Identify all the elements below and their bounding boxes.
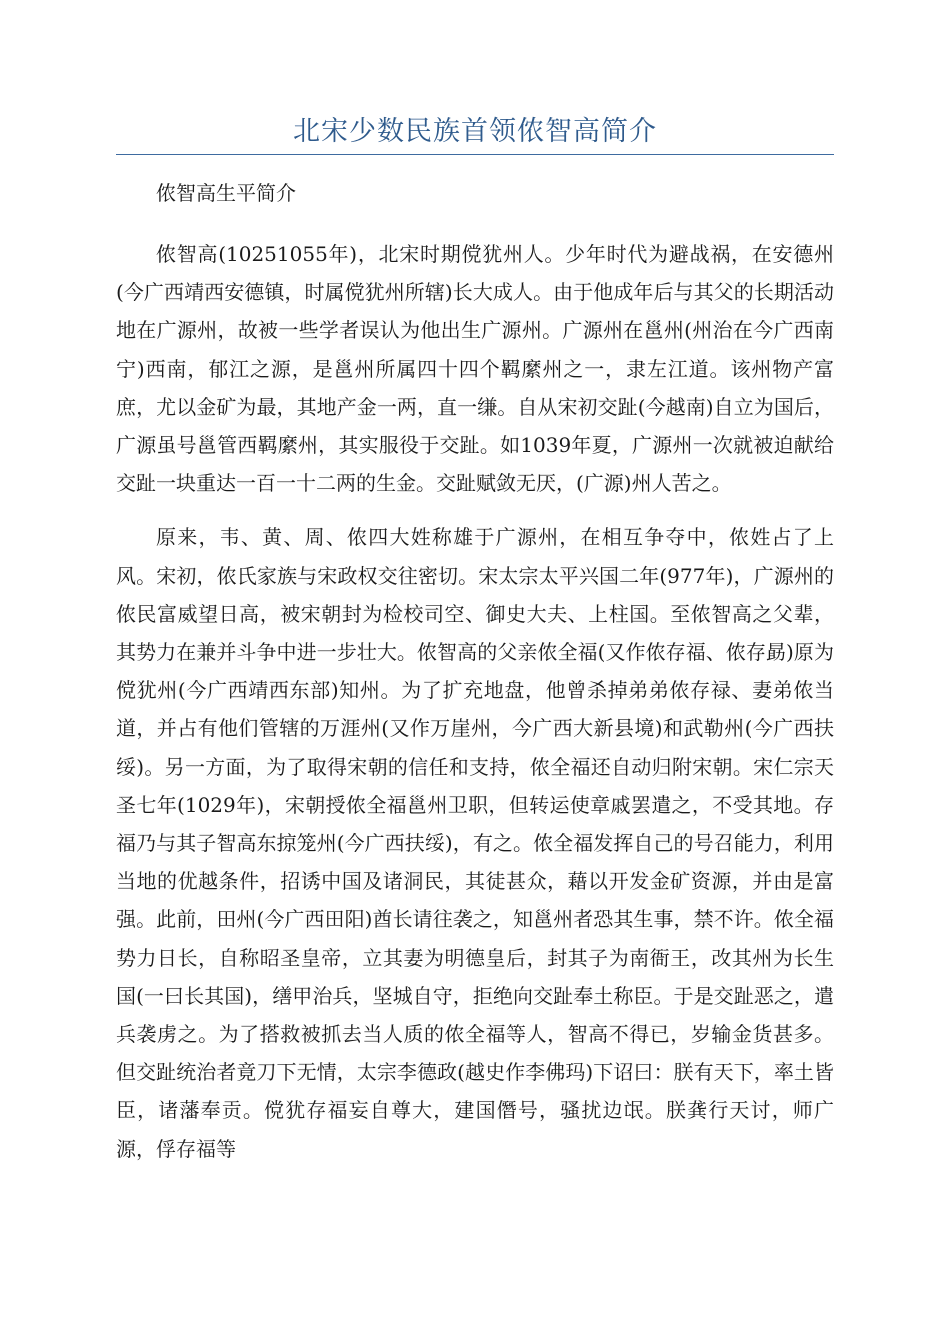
document-title: 北宋少数民族首领侬智高简介 — [293, 116, 657, 147]
paragraph-1: 侬智高(10251055年)，北宋时期傥犹州人。少年时代为避战祸，在安德州(今广西靖西安德镇，时属傥犹州所辖)长大成人。由于他成年后与其父的长期活动地在广源州，故被一些学者误认为他出生广源州。广源州在邕州(州治在今广西南宁)西南，郁江之源，是邕州所属四十四个羁縻州之一，隶左江道。该州物产富庶，尤以金矿为最，其地产金一两，直一缣。自从宋初交趾(今越南)自立为国后，广源虽号邕管西羁縻州，其实服役于交趾。如1039年夏，广源州一次就被迫献给交趾一块重达一百一十二两的生金。交趾赋敛无厌，(广源)州人苦之。 — [116, 242, 834, 496]
document-body — [116, 174, 834, 1184]
title-underline — [116, 154, 834, 155]
section-heading: 侬智高生平简介 — [156, 181, 296, 205]
paragraph-2: 原来，韦、黄、周、侬四大姓称雄于广源州，在相互争夺中，侬姓占了上风。宋初，侬氏家族与宋政权交往密切。宋太宗太平兴国二年(977年)，广源州的侬民富威望日高，被宋朝封为检校司空、御史大夫、上柱国。至侬智高之父辈，其势力在兼并斗争中进一步壮大。侬智高的父亲侬全福(又作侬存福、侬存勗)原为傥犹州(今广西靖西东部)知州。为了扩充地盘，他曾杀掉弟弟侬存禄、妻弟侬当道，并占有他们管辖的万涯州(又作万崖州，今广西大新县境)和武勒州(今广西扶绥)。另一方面，为了取得宋朝的信任和支持，侬全福还自动归附宋朝。宋仁宗天圣七年(1029年)，宋朝授侬全福邕州卫职，但转运使章戚罢遣之，不受其地。存福乃与其子智高东掠笼州(今广西扶绥)，有之。侬全福发挥自己的号召能力，利用当地的优越条件，招诱中国及诸洞民，其徒甚众，藉以开发金矿资源，并由是富强。此前，田州(今广西田阳)酋长请往袭之，知邕州者恐其生事，禁不许。侬全福势力日长，自称昭圣皇帝，立其妻为明德皇后，封其子为南衙王，改其州为长生国(一曰长其国)，缮甲治兵，坚城自守，拒绝向交趾奉土称臣。于是交趾恶之，遣兵袭虏之。为了搭救被抓去当人质的侬全福等人，智高不得已，岁输金货甚多。但交趾统治者竟刀下无情，太宗李德政(越史作李佛玛)下诏曰：朕有天下，率土皆臣，诸藩奉贡。傥犹存福妄自尊大，建国僭号，骚扰边氓。朕龚行天讨，师广源，俘存福等 — [116, 525, 834, 1161]
